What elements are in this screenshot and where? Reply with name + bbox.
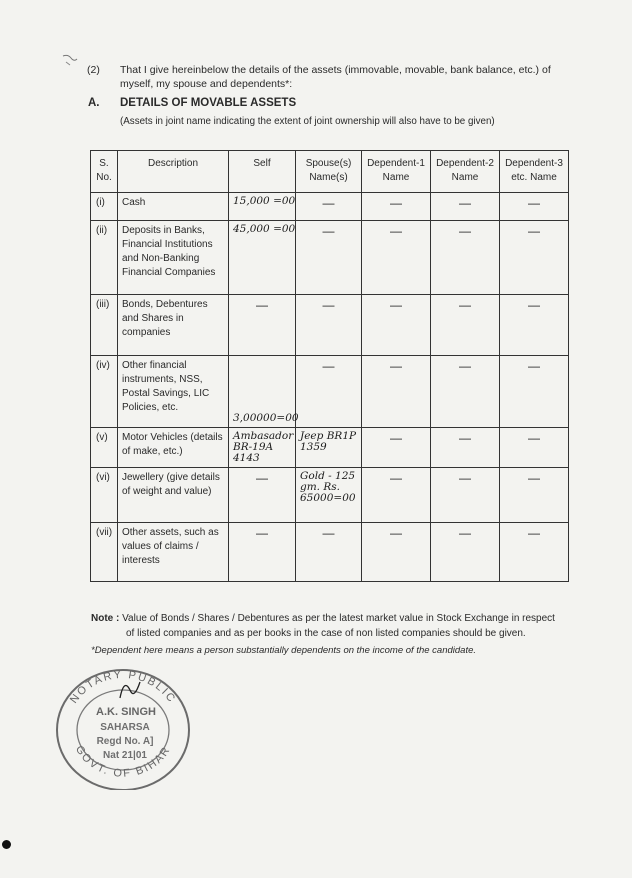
row-sno: (v) (91, 428, 118, 468)
movable-assets-table (90, 150, 569, 582)
row-self-value (229, 468, 296, 523)
scan-mark-icon (62, 53, 78, 72)
dash-mark: — (528, 471, 540, 485)
dash-mark: — (390, 224, 402, 238)
handwritten-text: Gold - 125 gm. Rs. 65000=00 (300, 470, 356, 504)
row-dependent-1-value (362, 428, 431, 468)
row-sno: (i) (91, 193, 118, 221)
dash-mark: — (256, 471, 268, 485)
row-dependent-3-value (500, 523, 569, 582)
row-sno: (ii) (91, 221, 118, 295)
row-self-value (229, 193, 296, 221)
col-header-self: Self (229, 151, 296, 193)
seal-place: SAHARSA (100, 722, 150, 733)
table-row (91, 523, 569, 582)
row-description: Other financial instruments, NSS, Postal Savings, LIC Policies, etc. (118, 356, 229, 428)
row-spouse-value (296, 193, 362, 221)
table-row (91, 221, 569, 295)
dash-mark: — (390, 298, 402, 312)
table-row (91, 295, 569, 356)
table-row (91, 428, 569, 468)
seal-regd: Regd No. A] (96, 736, 154, 747)
dash-mark: — (528, 196, 540, 210)
dash-mark: — (459, 471, 471, 485)
seal-name: A.K. SINGH (96, 706, 156, 718)
dash-mark: — (390, 359, 402, 373)
row-self-value (229, 221, 296, 295)
handwritten-text: Jeep BR1P 1359 (300, 430, 357, 453)
col-header-description: Description (118, 151, 229, 193)
row-description: Bonds, Debentures and Shares in companies (118, 295, 229, 356)
section-subtitle: (Assets in joint name indicating the extent of joint ownership will also have to be given) (120, 116, 495, 127)
notary-seal-icon (50, 660, 195, 790)
note-line-1: Value of Bonds / Shares / Debentures as per the latest market value in Stock Exchange in respect (122, 613, 555, 624)
dash-mark: — (390, 196, 402, 210)
row-dependent-3-value (500, 468, 569, 523)
dash-mark: — (256, 526, 268, 540)
dash-mark: — (459, 298, 471, 312)
table-row (91, 468, 569, 523)
section-title: DETAILS OF MOVABLE ASSETS (120, 97, 297, 109)
dash-mark: — (528, 359, 540, 373)
handwritten-text: 15,000 =00 (233, 195, 296, 207)
dash-mark: — (528, 224, 540, 238)
row-description: Other assets, such as values of claims / interests (118, 523, 229, 582)
dash-mark: — (322, 526, 335, 540)
table-row (91, 356, 569, 428)
dependent-footnote: *Dependent here means a person substantially dependents on the income of the candidate. (91, 645, 477, 656)
row-dependent-1-value (362, 221, 431, 295)
row-spouse-value (296, 221, 362, 295)
row-sno: (iv) (91, 356, 118, 428)
dash-mark: — (322, 359, 335, 373)
notary-seal (50, 660, 195, 790)
dash-mark: — (322, 298, 335, 312)
dash-mark: — (459, 359, 471, 373)
dash-mark: — (390, 526, 402, 540)
dash-mark: — (322, 224, 335, 238)
row-dependent-2-value (431, 295, 500, 356)
table-row (91, 193, 569, 221)
intro-text: That I give hereinbelow the details of the assets (immovable, movable, bank balance, etc.) of myself, my spouse and dependents*: (120, 64, 551, 90)
row-sno: (vii) (91, 523, 118, 582)
handwritten-text: 45,000 =00 (233, 223, 296, 235)
row-dependent-2-value (431, 468, 500, 523)
dash-mark: — (256, 298, 268, 312)
item-number: (2) (87, 64, 100, 76)
row-spouse-value (296, 468, 362, 523)
dash-mark: — (528, 431, 540, 445)
row-dependent-2-value (431, 428, 500, 468)
row-dependent-2-value (431, 193, 500, 221)
dash-mark: — (322, 196, 335, 210)
col-header-sno: S. No. (91, 151, 118, 193)
row-self-value (229, 295, 296, 356)
row-self-value (229, 523, 296, 582)
row-dependent-3-value (500, 193, 569, 221)
seal-nat: Nat 21|01 (103, 750, 147, 761)
row-description: Motor Vehicles (details of make, etc.) (118, 428, 229, 468)
row-self-value (229, 356, 299, 428)
seal-ring-bottom: GOVT. OF BIHAR (72, 743, 174, 780)
row-dependent-1-value (362, 468, 431, 523)
dash-mark: — (459, 526, 471, 540)
dash-mark: — (528, 298, 540, 312)
col-header-dependent-2: Dependent-2 Name (431, 151, 500, 193)
dash-mark: — (390, 471, 402, 485)
row-spouse-value (296, 428, 362, 468)
table-header-row (91, 151, 569, 193)
col-header-spouse: Spouse(s) Name(s) (296, 151, 362, 193)
note-line-2: of listed companies and as per books in the case of non listed companies should be given. (126, 628, 526, 639)
row-dependent-3-value (500, 428, 569, 468)
row-dependent-3-value (500, 295, 569, 356)
row-dependent-1-value (362, 356, 431, 428)
row-sno: (vi) (91, 468, 118, 523)
row-spouse-value (296, 523, 362, 582)
row-dependent-2-value (431, 221, 500, 295)
row-description: Jewellery (give details of weight and value) (118, 468, 229, 523)
section-letter: A. (88, 97, 100, 109)
dash-mark: — (459, 196, 471, 210)
dash-mark: — (459, 431, 471, 445)
handwritten-text: Ambasador BR-19A 4143 (233, 430, 294, 464)
punch-hole-mark (2, 840, 11, 849)
row-sno: (iii) (91, 295, 118, 356)
row-dependent-3-value (500, 221, 569, 295)
row-spouse-value (296, 295, 362, 356)
row-dependent-2-value (431, 356, 500, 428)
seal-ring-top: NOTARY PUBLIC (67, 668, 179, 706)
dash-mark: — (528, 526, 540, 540)
row-dependent-2-value (431, 523, 500, 582)
col-header-dependent-1: Dependent-1 Name (362, 151, 431, 193)
note-block (91, 611, 571, 641)
row-spouse-value (296, 356, 362, 428)
dash-mark: — (390, 431, 402, 445)
row-dependent-3-value (500, 356, 569, 428)
row-dependent-1-value (362, 523, 431, 582)
row-description: Cash (118, 193, 229, 221)
note-label: Note : (91, 613, 120, 624)
handwritten-text: 3,00000=00 (233, 412, 299, 424)
row-dependent-1-value (362, 295, 431, 356)
row-dependent-1-value (362, 193, 431, 221)
col-header-dependent-3: Dependent-3 etc. Name (500, 151, 569, 193)
row-description: Deposits in Banks, Financial Institutions and Non-Banking Financial Companies (118, 221, 229, 295)
row-self-value (229, 428, 296, 468)
dash-mark: — (459, 224, 471, 238)
